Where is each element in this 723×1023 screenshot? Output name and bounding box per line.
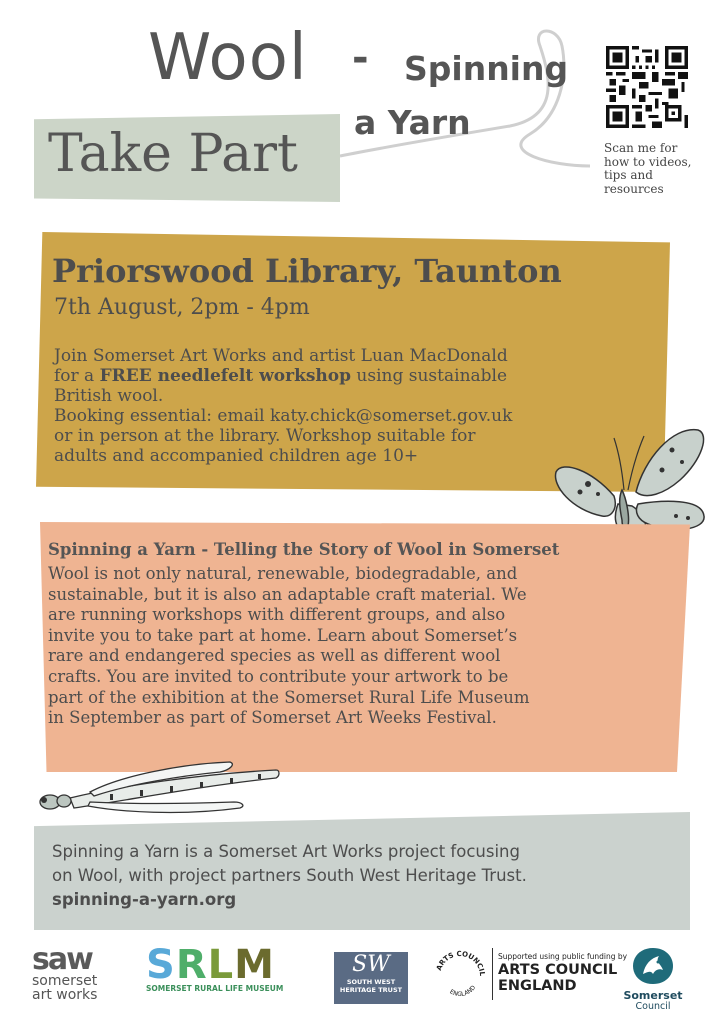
qr-caption-line: how to videos, bbox=[604, 154, 692, 169]
story-body bbox=[48, 564, 684, 729]
qr-code-icon[interactable] bbox=[606, 46, 688, 128]
svg-text:ARTS COUNCIL bbox=[435, 950, 486, 977]
saw-line: somerset bbox=[32, 973, 98, 989]
event-workshop-highlight: FREE needlefelt workshop bbox=[99, 366, 352, 386]
qr-caption-line: tips and bbox=[604, 168, 653, 182]
footer-line: on Wool, with project partners South West Heritage Trust. bbox=[52, 866, 527, 885]
swht-monogram: SW bbox=[352, 952, 390, 977]
event-date: 7th August, 2pm - 4pm bbox=[54, 295, 310, 320]
title-dash: - bbox=[352, 35, 369, 81]
story-line: are running workshops with different groups, and also bbox=[48, 605, 506, 625]
website-link[interactable]: spinning-a-yarn.org bbox=[52, 890, 237, 909]
event-line: Join Somerset Art Works and artist Luan MacDonald bbox=[54, 346, 508, 366]
srlm-letter: S bbox=[146, 942, 176, 988]
ace-supported-text: Supported using public funding by bbox=[498, 952, 628, 961]
srlm-letter: L bbox=[207, 942, 235, 988]
story-line: part of the exhibition at the Somerset Rural Life Museum bbox=[48, 687, 530, 707]
story-line: crafts. You are invited to contribute your artwork to be bbox=[48, 666, 509, 686]
event-line-post: using sustainable bbox=[351, 366, 508, 386]
somerset-dragon-icon bbox=[631, 946, 675, 986]
somerset-art-works-logo[interactable] bbox=[32, 942, 128, 1004]
somerset-name: Somerset bbox=[623, 989, 683, 1002]
ace-circle-bottom: ENGLAND bbox=[448, 984, 478, 999]
story-heading: Spinning a Yarn - Telling the Story of Wool in Somerset bbox=[48, 540, 560, 559]
ace-line: ENGLAND bbox=[498, 978, 577, 994]
swht-line: HERITAGE TRUST bbox=[339, 986, 403, 994]
story-line: in September as part of Somerset Art Weeks Festival. bbox=[48, 708, 497, 728]
title-a-yarn: a Yarn bbox=[354, 103, 471, 142]
ace-circle-top: ARTS COUNCIL bbox=[434, 949, 487, 977]
dragonfly-illustration bbox=[30, 756, 290, 828]
footer-text bbox=[52, 840, 682, 912]
srlm-letter: M bbox=[234, 942, 275, 988]
arts-council-england-logo[interactable] bbox=[498, 952, 627, 994]
somerset-rural-life-museum-logo[interactable] bbox=[146, 942, 296, 1004]
saw-mark: saw bbox=[32, 942, 92, 977]
butterfly-illustration bbox=[552, 420, 710, 538]
qr-caption bbox=[604, 142, 714, 196]
srlm-subtitle: SOMERSET RURAL LIFE MUSEUM bbox=[146, 984, 284, 993]
story-line: invite you to take part at home. Learn about Somerset’s bbox=[48, 625, 518, 645]
event-venue: Priorswood Library, Taunton bbox=[52, 252, 562, 290]
srlm-letters bbox=[146, 942, 296, 988]
event-line-pre: for a bbox=[54, 366, 100, 386]
somerset-council-logo[interactable] bbox=[618, 946, 688, 1016]
somerset-council-text: Council bbox=[635, 1001, 671, 1012]
saw-line: art works bbox=[32, 987, 98, 1003]
event-line: or in person at the library. Workshop suitable for bbox=[54, 426, 476, 446]
event-line: adults and accompanied children age 10+ bbox=[54, 446, 419, 466]
south-west-heritage-trust-logo[interactable] bbox=[334, 952, 408, 1004]
qr-caption-line: Scan me for bbox=[604, 141, 678, 155]
swht-line: SOUTH WEST bbox=[346, 978, 396, 986]
ace-divider bbox=[492, 948, 493, 1000]
event-booking-line[interactable]: Booking essential: email katy.chick@somerset.gov.uk bbox=[54, 406, 513, 426]
take-part-heading: Take Part bbox=[48, 124, 298, 184]
svg-text:ENGLAND bbox=[448, 984, 477, 998]
yarn-swirl-decoration bbox=[300, 16, 590, 176]
srlm-letter: R bbox=[175, 942, 208, 988]
ace-line: ARTS COUNCIL bbox=[498, 962, 618, 978]
title-wool: Wool bbox=[148, 21, 308, 95]
footer-line: Spinning a Yarn is a Somerset Art Works project focusing bbox=[52, 842, 520, 861]
story-line: Wool is not only natural, renewable, biodegradable, and bbox=[48, 564, 518, 583]
event-line: British wool. bbox=[54, 386, 164, 406]
event-line bbox=[54, 366, 664, 386]
title-spinning: Spinning bbox=[404, 49, 569, 88]
story-line: sustainable, but it is also an adaptable craft material. We bbox=[48, 584, 527, 604]
qr-caption-line: resources bbox=[604, 181, 664, 196]
arts-council-circle-logo bbox=[432, 948, 488, 1004]
story-line: rare and endangered species as well as different wool bbox=[48, 646, 501, 666]
